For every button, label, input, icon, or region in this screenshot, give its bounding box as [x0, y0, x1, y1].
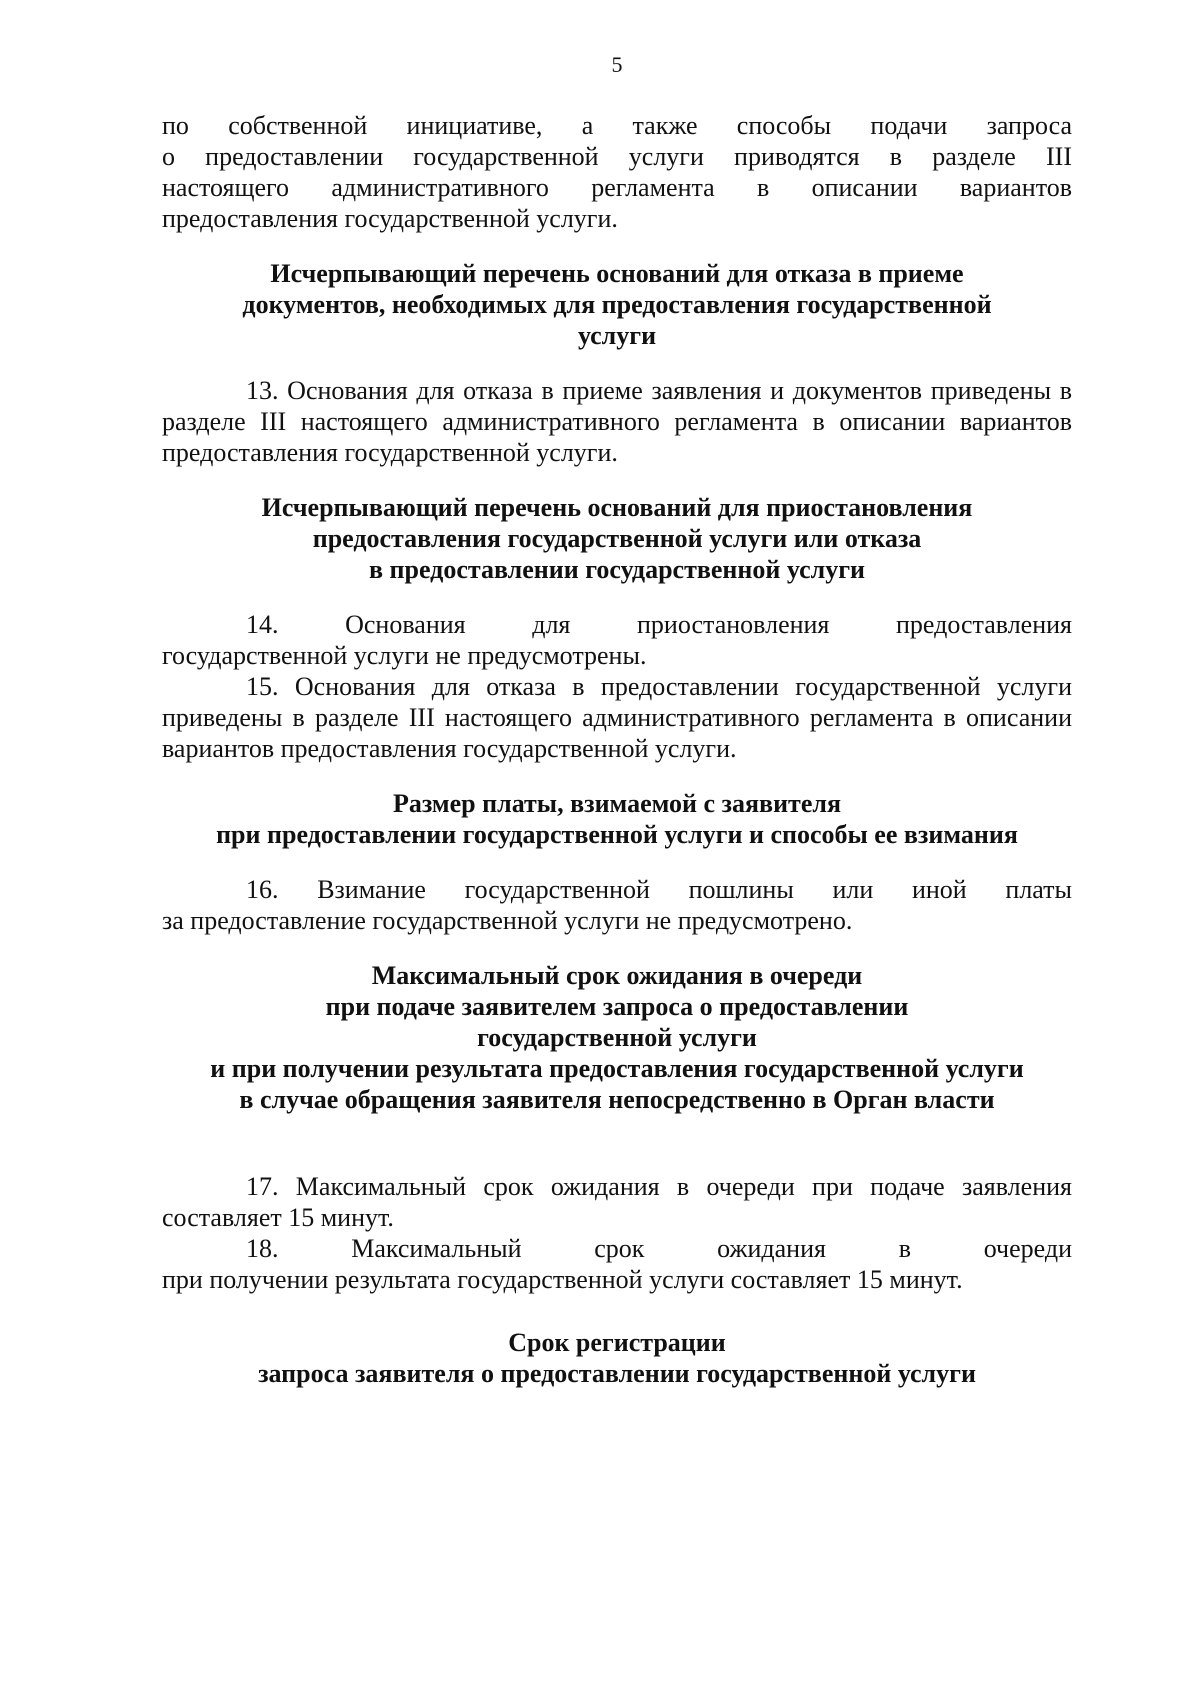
paragraph-15: 15. Основания для отказа в предоставлении государственной услуги приведены в разделе III настоящего административного регламента в описании вариантов предоставления государственной услуги.	[162, 672, 1072, 763]
heading-line: и при получении результата предоставления государственной услуги	[210, 1054, 1024, 1083]
paragraph-line: за предоставление государственной услуги не предусмотрено.	[162, 906, 853, 935]
heading-line: при подаче заявителем запроса о предоставлении	[325, 992, 909, 1021]
paragraph-14	[162, 609, 1072, 671]
heading-line: в предоставлении государственной услуги	[368, 555, 865, 584]
paragraph-line: 18. Максимальный срок ожидания в очереди	[246, 1234, 1072, 1263]
paragraph-18	[162, 1233, 1072, 1295]
document-body	[162, 110, 1072, 1389]
section-heading-refusal-acceptance	[162, 258, 1072, 351]
paragraph-16	[162, 874, 1072, 936]
paragraph-17: 17. Максимальный срок ожидания в очереди при подаче заявления составляет 15 минут.	[162, 1172, 1072, 1232]
intro-line: предоставления государственной услуги.	[162, 204, 618, 233]
heading-line: Исчерпывающий перечень оснований для отказа в приеме	[270, 259, 964, 288]
heading-line: услуги	[577, 321, 657, 350]
heading-line: Срок регистрации	[508, 1328, 726, 1357]
section-heading-fee	[162, 788, 1072, 850]
section-heading-registration	[162, 1327, 1072, 1389]
heading-line: запроса заявителя о предоставлении государственной услуги	[258, 1359, 976, 1388]
section-heading-suspension	[162, 492, 1072, 585]
paragraph-line: 14. Основания для приостановления предоставления	[246, 610, 1072, 639]
heading-line: Максимальный срок ожидания в очереди	[371, 961, 863, 990]
heading-line: в случае обращения заявителя непосредственно в Орган власти	[239, 1085, 995, 1114]
intro-line: настоящего административного регламента в описании вариантов	[162, 173, 1072, 202]
heading-line: документов, необходимых для предоставления государственной	[242, 290, 992, 319]
paragraph-line: государственной услуги не предусмотрены.	[162, 641, 647, 670]
section-heading-queue-time	[162, 960, 1072, 1115]
paragraph-13: 13. Основания для отказа в приеме заявления и документов приведены в разделе III настоящего административного регламента в описании вариантов предоставления государственной услуги.	[162, 376, 1072, 467]
intro-line: по собственной инициативе, а также способы подачи запроса	[162, 111, 1072, 140]
intro-paragraph	[162, 110, 1072, 234]
heading-line: предоставления государственной услуги или отказа	[312, 524, 922, 553]
intro-line: о предоставлении государственной услуги приводятся в разделе III	[162, 142, 1072, 171]
page-number: 5	[611, 52, 623, 77]
heading-line: Размер платы, взимаемой с заявителя	[392, 789, 842, 818]
paragraph-line: при получении результата государственной услуги составляет 15 минут.	[162, 1265, 963, 1294]
heading-line: государственной услуги	[477, 1023, 757, 1052]
heading-line: при предоставлении государственной услуги и способы ее взимания	[216, 820, 1018, 849]
paragraph-line: 16. Взимание государственной пошлины или иной платы	[246, 875, 1072, 904]
heading-line: Исчерпывающий перечень оснований для приостановления	[261, 493, 973, 522]
